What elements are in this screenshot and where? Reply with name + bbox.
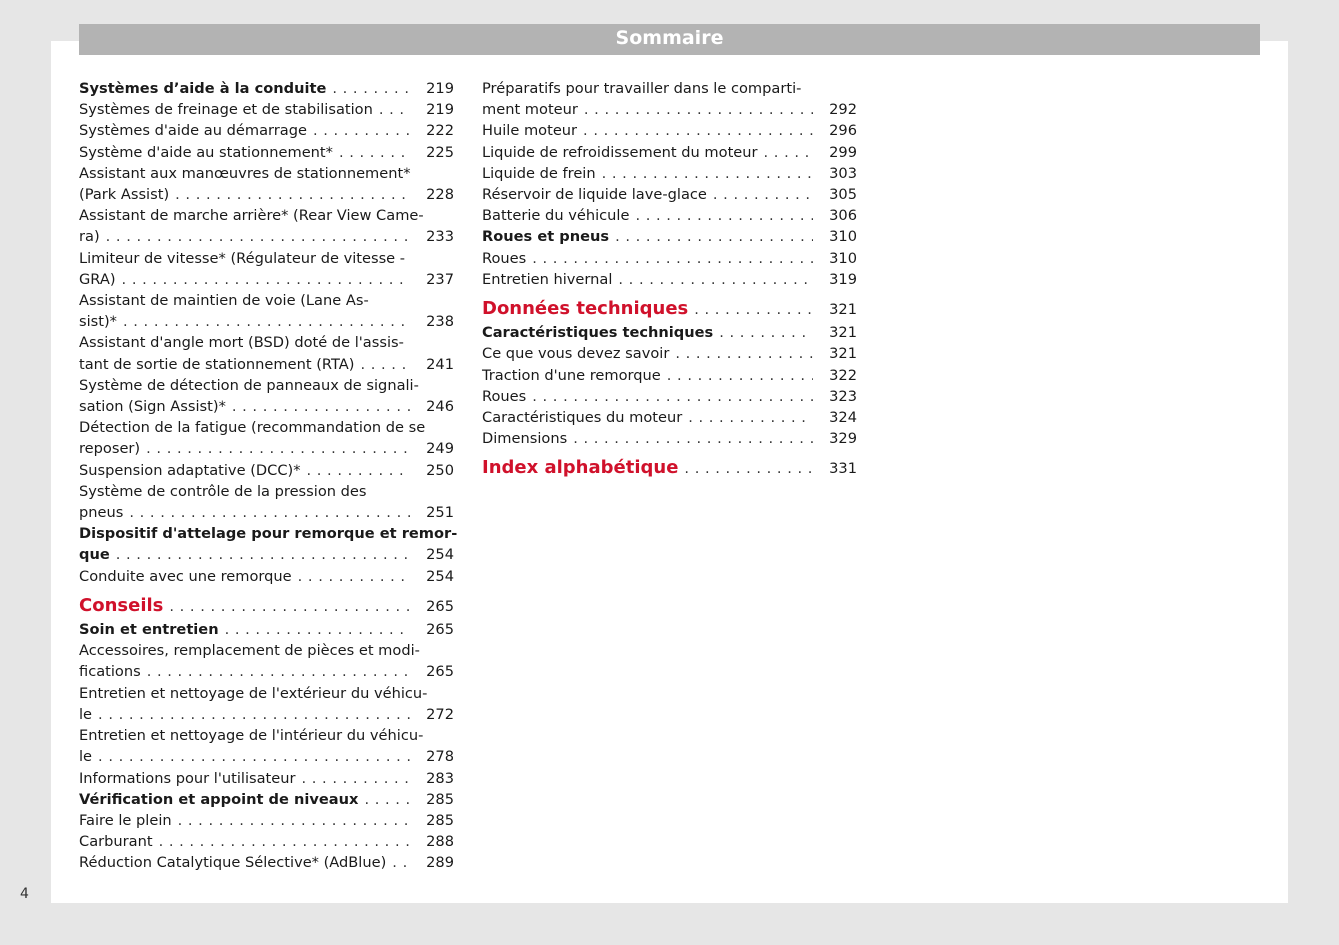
- toc-entry-item[interactable]: [79, 120, 454, 141]
- dot-leader: [339, 142, 410, 163]
- dot-leader: [764, 142, 813, 163]
- dot-leader: [106, 226, 410, 247]
- toc-entry-item[interactable]: [79, 142, 454, 163]
- toc-entry-title-line: Limiteur de vitesse* (Régulateur de vitesse -: [79, 249, 406, 267]
- toc-entry-title-line: Système de contrôle de la pression des: [79, 482, 367, 500]
- toc-page-number: 306: [829, 207, 857, 225]
- toc-entry-title: Suspension adaptative (DCC)*: [79, 461, 301, 479]
- dot-leader: [147, 661, 410, 682]
- toc-page-number: 265: [426, 597, 454, 615]
- dot-leader: [298, 566, 410, 587]
- toc-entry-item[interactable]: [482, 343, 857, 364]
- dot-leader: [123, 311, 410, 332]
- toc-entry-title-line: Détection de la fatigue (recommandation de se: [79, 419, 426, 437]
- toc-entry-item[interactable]: [79, 640, 454, 682]
- dot-leader: [573, 428, 813, 449]
- toc-entry-title: ment moteur: [482, 101, 578, 119]
- toc-entry-item[interactable]: [482, 386, 857, 407]
- dot-leader: [532, 386, 813, 407]
- dot-leader: [360, 354, 410, 375]
- toc-entry-title: Carburant: [79, 833, 153, 851]
- dot-leader: [178, 810, 410, 831]
- toc-entry-title: pneus: [79, 504, 124, 522]
- toc-entry-item[interactable]: [79, 768, 454, 789]
- toc-entry-title: que: [79, 546, 110, 564]
- header-bar: [79, 24, 1260, 55]
- toc-page-number: 319: [829, 270, 857, 288]
- toc-page-number: 331: [829, 460, 857, 478]
- toc-page-number: 299: [829, 143, 857, 161]
- toc-entry-item[interactable]: [79, 831, 454, 852]
- dot-leader: [583, 120, 813, 141]
- dot-leader: [635, 205, 813, 226]
- toc-page-number: 305: [829, 186, 857, 204]
- toc-entry-item[interactable]: [79, 332, 454, 374]
- toc-page-number: 310: [829, 249, 857, 267]
- toc-entry-section[interactable]: [482, 322, 857, 343]
- toc-entry-section[interactable]: [79, 78, 454, 99]
- dot-leader: [122, 269, 410, 290]
- toc-entry-item[interactable]: [79, 290, 454, 332]
- toc-entry-title-line: Accessoires, remplacement de pièces et modi-: [79, 642, 420, 660]
- toc-entry-item[interactable]: [79, 683, 454, 725]
- toc-page-number: 254: [426, 546, 454, 564]
- toc-entry-title-line: Système de détection de panneaux de signali-: [79, 376, 419, 394]
- toc-page-number: 285: [426, 790, 454, 808]
- dot-leader: [146, 438, 410, 459]
- toc-page-number: 322: [829, 366, 857, 384]
- dot-leader: [175, 184, 410, 205]
- toc-entry-item[interactable]: [79, 205, 454, 247]
- toc-entry-item[interactable]: [79, 481, 454, 523]
- toc-entry-title: Batterie du véhicule: [482, 207, 630, 225]
- toc-page-number: 278: [426, 748, 454, 766]
- dot-leader: [116, 544, 410, 565]
- dot-leader: [313, 120, 410, 141]
- toc-page-number: 329: [829, 430, 857, 448]
- page-title: Sommaire: [615, 27, 724, 49]
- toc-entry-item[interactable]: [79, 99, 454, 120]
- toc-entry-title: le: [79, 705, 93, 723]
- dot-leader: [225, 619, 410, 640]
- toc-entry-item[interactable]: [482, 269, 857, 290]
- toc-entry-title-line: Entretien et nettoyage de l'intérieur du véhicu-: [79, 727, 424, 745]
- dot-leader: [667, 365, 813, 386]
- dot-leader: [169, 596, 410, 617]
- toc-entry-title-line: Assistant aux manœuvres de stationnement*: [79, 164, 411, 182]
- dot-leader: [688, 407, 813, 428]
- toc-entry-chapter[interactable]: [79, 595, 454, 617]
- toc-entry-title: Vérification et appoint de niveaux: [79, 790, 359, 808]
- toc-page-number: 285: [426, 811, 454, 829]
- toc-entry-title: Soin et entretien: [79, 621, 219, 639]
- toc-entry-section[interactable]: [482, 226, 857, 247]
- dot-leader: [379, 99, 410, 120]
- toc-page-number: 233: [426, 228, 454, 246]
- toc-entry-chapter[interactable]: [482, 457, 857, 479]
- toc-entry-item[interactable]: [79, 417, 454, 459]
- toc-entry-title: Informations pour l'utilisateur: [79, 769, 296, 787]
- toc-page-number: 296: [829, 122, 857, 140]
- toc-entry-item[interactable]: [482, 205, 857, 226]
- toc-page-number: 222: [426, 122, 454, 140]
- toc-entry-item[interactable]: [482, 163, 857, 184]
- toc-page-number: 288: [426, 833, 454, 851]
- toc-right-column: [482, 78, 857, 482]
- toc-entry-title: Systèmes de freinage et de stabilisation: [79, 101, 373, 119]
- toc-entry-title-line: Assistant de maintien de voie (Lane As-: [79, 292, 369, 310]
- toc-entry-item[interactable]: [79, 375, 454, 417]
- toc-entry-title: (Park Assist): [79, 186, 170, 204]
- dot-leader: [98, 746, 410, 767]
- toc-page-number: 265: [426, 621, 454, 639]
- toc-entry-title: Conseils: [79, 594, 164, 616]
- toc-entry-title: Dimensions: [482, 430, 568, 448]
- toc-entry-title: Roues: [482, 249, 527, 267]
- toc-entry-title: ra): [79, 228, 100, 246]
- dot-leader: [98, 704, 410, 725]
- toc-entry-section[interactable]: [79, 789, 454, 810]
- toc-page-number: 237: [426, 270, 454, 288]
- toc-entry-item[interactable]: [482, 142, 857, 163]
- toc-entry-item[interactable]: [79, 852, 454, 873]
- dot-leader: [719, 322, 813, 343]
- toc-page-number: 283: [426, 769, 454, 787]
- toc-page-number: 249: [426, 440, 454, 458]
- toc-entry-title: Huile moteur: [482, 122, 578, 140]
- toc-entry-title: Index alphabétique: [482, 457, 679, 479]
- toc-page-number: 265: [426, 663, 454, 681]
- toc-entry-title-line: Assistant d'angle mort (BSD) doté de l'assis-: [79, 334, 404, 352]
- toc-page-number: 323: [829, 387, 857, 405]
- toc-entry-item[interactable]: [482, 428, 857, 449]
- toc-entry-title: Liquide de refroidissement du moteur: [482, 143, 758, 161]
- dot-leader: [392, 852, 410, 873]
- toc-entry-title: Ce que vous devez savoir: [482, 345, 670, 363]
- toc-entry-item[interactable]: [79, 460, 454, 481]
- toc-page-number: 219: [426, 101, 454, 119]
- toc-entry-title: Système d'aide au stationnement*: [79, 143, 333, 161]
- dot-leader: [332, 78, 410, 99]
- toc-page-number: 272: [426, 705, 454, 723]
- toc-entry-item[interactable]: [79, 163, 454, 205]
- toc-page-number: 321: [829, 345, 857, 363]
- toc-entry-title: Entretien hivernal: [482, 270, 613, 288]
- toc-page-number: 238: [426, 313, 454, 331]
- toc-entry-title: Roues: [482, 387, 527, 405]
- toc-entry-title: Systèmes d’aide à la conduite: [79, 80, 327, 97]
- toc-page-number: 219: [426, 80, 454, 97]
- page-number: 4: [20, 886, 29, 902]
- toc-entry-title-line: Dispositif d'attelage pour remorque et remor-: [79, 525, 458, 543]
- toc-entry-title-line: Assistant de marche arrière* (Rear View Came-: [79, 207, 424, 225]
- toc-entry-title: Systèmes d'aide au démarrage: [79, 122, 307, 140]
- toc-page-number: 321: [829, 324, 857, 342]
- dot-leader: [713, 184, 813, 205]
- toc-page-number: 292: [829, 101, 857, 119]
- toc-page-number: 310: [829, 228, 857, 246]
- dot-leader: [584, 99, 813, 120]
- toc-entry-title: fications: [79, 663, 141, 681]
- dot-leader: [302, 768, 411, 789]
- dot-leader: [618, 269, 813, 290]
- toc-entry-item[interactable]: [79, 248, 454, 290]
- toc-entry-item[interactable]: [482, 78, 857, 120]
- toc-entry-title: le: [79, 748, 93, 766]
- toc-entry-title-line: Préparatifs pour travailler dans le comparti-: [482, 80, 802, 97]
- toc-entry-title: Conduite avec une remorque: [79, 567, 292, 585]
- dot-leader: [615, 226, 813, 247]
- toc-entry-title: Faire le plein: [79, 811, 172, 829]
- dot-leader: [532, 248, 813, 269]
- toc-entry-item[interactable]: [79, 566, 454, 587]
- dot-leader: [694, 299, 813, 320]
- dot-leader: [675, 343, 813, 364]
- dot-leader: [307, 460, 411, 481]
- toc-entry-title: Réduction Catalytique Sélective* (AdBlue): [79, 854, 387, 872]
- toc-page-number: 241: [426, 355, 454, 373]
- toc-entry-chapter[interactable]: [482, 298, 857, 320]
- dot-leader: [602, 163, 813, 184]
- toc-entry-title: sation (Sign Assist)*: [79, 398, 226, 416]
- toc-page-number: 324: [829, 409, 857, 427]
- toc-entry-title: Réservoir de liquide lave-glace: [482, 186, 707, 204]
- toc-entry-title: Roues et pneus: [482, 228, 610, 246]
- toc-page-number: 303: [829, 164, 857, 182]
- dot-leader: [159, 831, 410, 852]
- toc-entry-item[interactable]: [482, 248, 857, 269]
- toc-entry-item[interactable]: [482, 184, 857, 205]
- dot-leader: [232, 396, 410, 417]
- toc-page-number: 250: [426, 461, 454, 479]
- toc-entry-section[interactable]: [79, 619, 454, 640]
- toc-page-number: 289: [426, 854, 454, 872]
- toc-entry-title: Caractéristiques du moteur: [482, 409, 683, 427]
- dot-leader: [364, 789, 410, 810]
- toc-left-column: [79, 78, 458, 874]
- toc-page-number: 251: [426, 504, 454, 522]
- toc-entry-title: reposer): [79, 440, 141, 458]
- toc-page-number: 246: [426, 398, 454, 416]
- toc-entry-item[interactable]: [79, 725, 454, 767]
- toc-entry-title: GRA): [79, 270, 116, 288]
- toc-entry-item[interactable]: [482, 365, 857, 386]
- toc-entry-title: Caractéristiques techniques: [482, 324, 714, 342]
- toc-entry-section[interactable]: [79, 523, 458, 565]
- toc-entry-title: Liquide de frein: [482, 164, 596, 182]
- dot-leader: [684, 458, 813, 479]
- toc-entry-title: Données techniques: [482, 298, 689, 320]
- toc-page-number: 254: [426, 567, 454, 585]
- toc-page-number: 228: [426, 186, 454, 204]
- toc-entry-title: Traction d'une remorque: [482, 366, 661, 384]
- toc-page-number: 225: [426, 143, 454, 161]
- toc-entry-title: tant de sortie de stationnement (RTA): [79, 355, 355, 373]
- toc-entry-item[interactable]: [482, 120, 857, 141]
- toc-entry-item[interactable]: [482, 407, 857, 428]
- toc-entry-item[interactable]: [79, 810, 454, 831]
- toc-entry-title: sist)*: [79, 313, 117, 331]
- toc-entry-title-line: Entretien et nettoyage de l'extérieur du véhicu-: [79, 684, 428, 702]
- toc-page-number: 321: [829, 301, 857, 319]
- dot-leader: [129, 502, 410, 523]
